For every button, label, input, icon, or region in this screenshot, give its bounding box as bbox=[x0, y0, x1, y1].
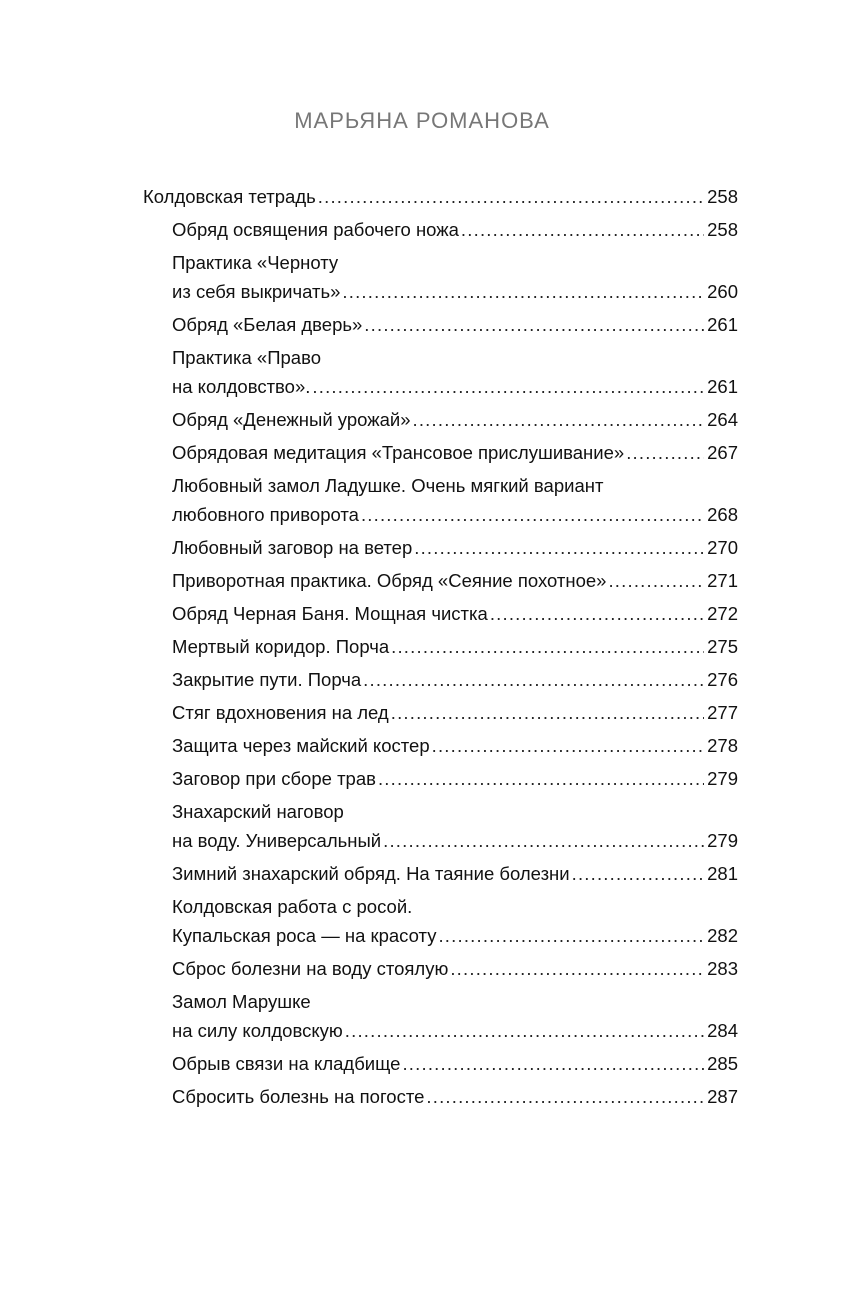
toc-entry[interactable] bbox=[172, 731, 738, 760]
toc-entry-title-line: любовного приворота bbox=[172, 504, 359, 525]
toc-page-number: 258 bbox=[707, 186, 738, 207]
toc-entry-title-line: Обряд «Белая дверь» bbox=[172, 314, 363, 335]
dot-leader bbox=[461, 215, 704, 244]
toc-entry[interactable] bbox=[172, 599, 738, 628]
toc-entry-title-line: Стяг вдохновения на лед bbox=[172, 702, 389, 723]
toc-page-number: 278 bbox=[707, 735, 738, 756]
toc-entry-row bbox=[172, 954, 738, 983]
toc-entry-row bbox=[172, 1082, 738, 1111]
dot-leader bbox=[391, 698, 704, 727]
dot-leader bbox=[426, 1082, 704, 1111]
toc-entry-title-line: Колдовская работа с росой. bbox=[172, 896, 413, 917]
dot-leader bbox=[413, 405, 705, 434]
toc-page-number: 281 bbox=[707, 863, 738, 884]
dot-leader bbox=[312, 372, 704, 401]
toc-entry-title-line: Обряд освящения рабочего ножа bbox=[172, 219, 459, 240]
toc-entry-row bbox=[172, 277, 738, 306]
toc-page-number: 270 bbox=[707, 537, 738, 558]
table-of-contents bbox=[143, 182, 738, 1115]
dot-leader bbox=[432, 731, 705, 760]
toc-entry-row bbox=[172, 1049, 738, 1078]
toc-page-number: 275 bbox=[707, 636, 738, 657]
toc-entry-row bbox=[172, 665, 738, 694]
dot-leader bbox=[378, 764, 704, 793]
toc-entry-title-line: Любовный заговор на ветер bbox=[172, 537, 413, 558]
toc-page-number: 261 bbox=[707, 314, 738, 335]
toc-entry[interactable] bbox=[172, 987, 738, 1045]
toc-entry-row bbox=[172, 372, 738, 401]
toc-entry[interactable] bbox=[172, 310, 738, 339]
toc-entry[interactable] bbox=[172, 215, 738, 244]
toc-entry[interactable] bbox=[172, 859, 738, 888]
toc-entry-row bbox=[172, 698, 738, 727]
toc-page-number: 258 bbox=[707, 219, 738, 240]
toc-entry[interactable] bbox=[172, 566, 738, 595]
toc-page-number: 276 bbox=[707, 669, 738, 690]
toc-entry[interactable] bbox=[172, 533, 738, 562]
toc-entry[interactable] bbox=[172, 471, 738, 529]
toc-entry-title-line: Колдовская тетрадь bbox=[143, 186, 316, 207]
toc-entry-row bbox=[172, 921, 738, 950]
toc-entry-title-line: Любовный замол Ладушке. Очень мягкий вариант bbox=[172, 475, 604, 496]
toc-entry-title-line: Приворотная практика. Обряд «Сеяние похотное» bbox=[172, 570, 607, 591]
dot-leader bbox=[572, 859, 705, 888]
toc-page-number: 267 bbox=[707, 442, 738, 463]
toc-entry[interactable] bbox=[172, 665, 738, 694]
toc-entry-row bbox=[172, 731, 738, 760]
toc-entry[interactable] bbox=[172, 405, 738, 434]
toc-page-number: 279 bbox=[707, 768, 738, 789]
toc-entry-row bbox=[172, 405, 738, 434]
toc-entry-row bbox=[172, 764, 738, 793]
toc-page-number: 279 bbox=[707, 830, 738, 851]
toc-entry-title-line: Обрыв связи на кладбище bbox=[172, 1053, 401, 1074]
dot-leader bbox=[402, 1049, 704, 1078]
toc-page-number: 277 bbox=[707, 702, 738, 723]
dot-leader bbox=[490, 599, 704, 628]
dot-leader bbox=[345, 1016, 704, 1045]
toc-entry-title-line: Купальская роса — на красоту bbox=[172, 925, 437, 946]
running-head-author: МАРЬЯНА РОМАНОВА bbox=[294, 108, 550, 133]
toc-entry[interactable] bbox=[143, 182, 738, 211]
toc-entry[interactable] bbox=[172, 1082, 738, 1111]
toc-entry-row bbox=[172, 599, 738, 628]
toc-page-number: 285 bbox=[707, 1053, 738, 1074]
toc-entry-row bbox=[172, 310, 738, 339]
toc-entry-row bbox=[172, 1016, 738, 1045]
toc-page-number: 284 bbox=[707, 1020, 738, 1041]
dot-leader bbox=[391, 632, 704, 661]
toc-page-number: 268 bbox=[707, 504, 738, 525]
toc-entry-title-line: Практика «Право bbox=[172, 347, 321, 368]
toc-entry[interactable] bbox=[172, 632, 738, 661]
toc-page-number: 287 bbox=[707, 1086, 738, 1107]
toc-entry-row bbox=[172, 500, 738, 529]
toc-entry-title-line: Мертвый коридор. Порча bbox=[172, 636, 390, 657]
toc-entry-title-line: Практика «Черноту bbox=[172, 252, 339, 273]
toc-entry-row bbox=[143, 182, 738, 211]
toc-entry[interactable] bbox=[172, 438, 738, 467]
dot-leader bbox=[318, 182, 704, 211]
dot-leader bbox=[364, 310, 704, 339]
dot-leader bbox=[363, 665, 704, 694]
dot-leader bbox=[608, 566, 704, 595]
toc-entry-title-line: на силу колдовскую bbox=[172, 1020, 343, 1041]
toc-entry-title-line: Зимний знахарский обряд. На таяние болезни bbox=[172, 863, 570, 884]
toc-entry-title-line: Замол Марушке bbox=[172, 991, 311, 1012]
toc-entry-title-line: Обряд Черная Баня. Мощная чистка bbox=[172, 603, 488, 624]
toc-entry-title-line: на колдовство». bbox=[172, 376, 311, 397]
toc-entry-title-line: из себя выкричать» bbox=[172, 281, 341, 302]
dot-leader bbox=[438, 921, 704, 950]
toc-entry[interactable] bbox=[172, 797, 738, 855]
toc-entry[interactable] bbox=[172, 1049, 738, 1078]
toc-entry[interactable] bbox=[172, 954, 738, 983]
dot-leader bbox=[450, 954, 704, 983]
toc-entry-row bbox=[172, 566, 738, 595]
toc-entry[interactable] bbox=[172, 764, 738, 793]
toc-entry-title-line: на воду. Универсальный bbox=[172, 830, 382, 851]
toc-entry-row bbox=[172, 438, 738, 467]
toc-entry[interactable] bbox=[172, 248, 738, 306]
dot-leader bbox=[342, 277, 704, 306]
toc-entry-title-line: Сбросить болезнь на погосте bbox=[172, 1086, 425, 1107]
toc-entry[interactable] bbox=[172, 892, 738, 950]
toc-entry-row bbox=[172, 215, 738, 244]
toc-entry-title-line: Обряд «Денежный урожай» bbox=[172, 409, 411, 430]
dot-leader bbox=[626, 438, 704, 467]
toc-entry-row bbox=[172, 533, 738, 562]
toc-page-number: 260 bbox=[707, 281, 738, 302]
toc-entry-title-line: Обрядовая медитация «Трансовое прислушивание» bbox=[172, 442, 625, 463]
toc-entry-title-line: Защита через майский костер bbox=[172, 735, 430, 756]
toc-page-number: 272 bbox=[707, 603, 738, 624]
dot-leader bbox=[361, 500, 704, 529]
toc-entry-row bbox=[172, 632, 738, 661]
toc-entry-title-line: Заговор при сборе трав bbox=[172, 768, 376, 789]
toc-entry-row bbox=[172, 859, 738, 888]
toc-entry-title-line: Сброс болезни на воду стоялую bbox=[172, 958, 449, 979]
dot-leader bbox=[414, 533, 704, 562]
toc-entry[interactable] bbox=[172, 698, 738, 727]
toc-page-number: 261 bbox=[707, 376, 738, 397]
toc-entry-title-line: Знахарский наговор bbox=[172, 801, 344, 822]
toc-entry[interactable] bbox=[172, 343, 738, 401]
toc-page-number: 271 bbox=[707, 570, 738, 591]
toc-page-number: 283 bbox=[707, 958, 738, 979]
dot-leader bbox=[383, 826, 704, 855]
toc-page-number: 282 bbox=[707, 925, 738, 946]
toc-page-number: 264 bbox=[707, 409, 738, 430]
toc-entry-row bbox=[172, 826, 738, 855]
toc-entry-title-line: Закрытие пути. Порча bbox=[172, 669, 362, 690]
